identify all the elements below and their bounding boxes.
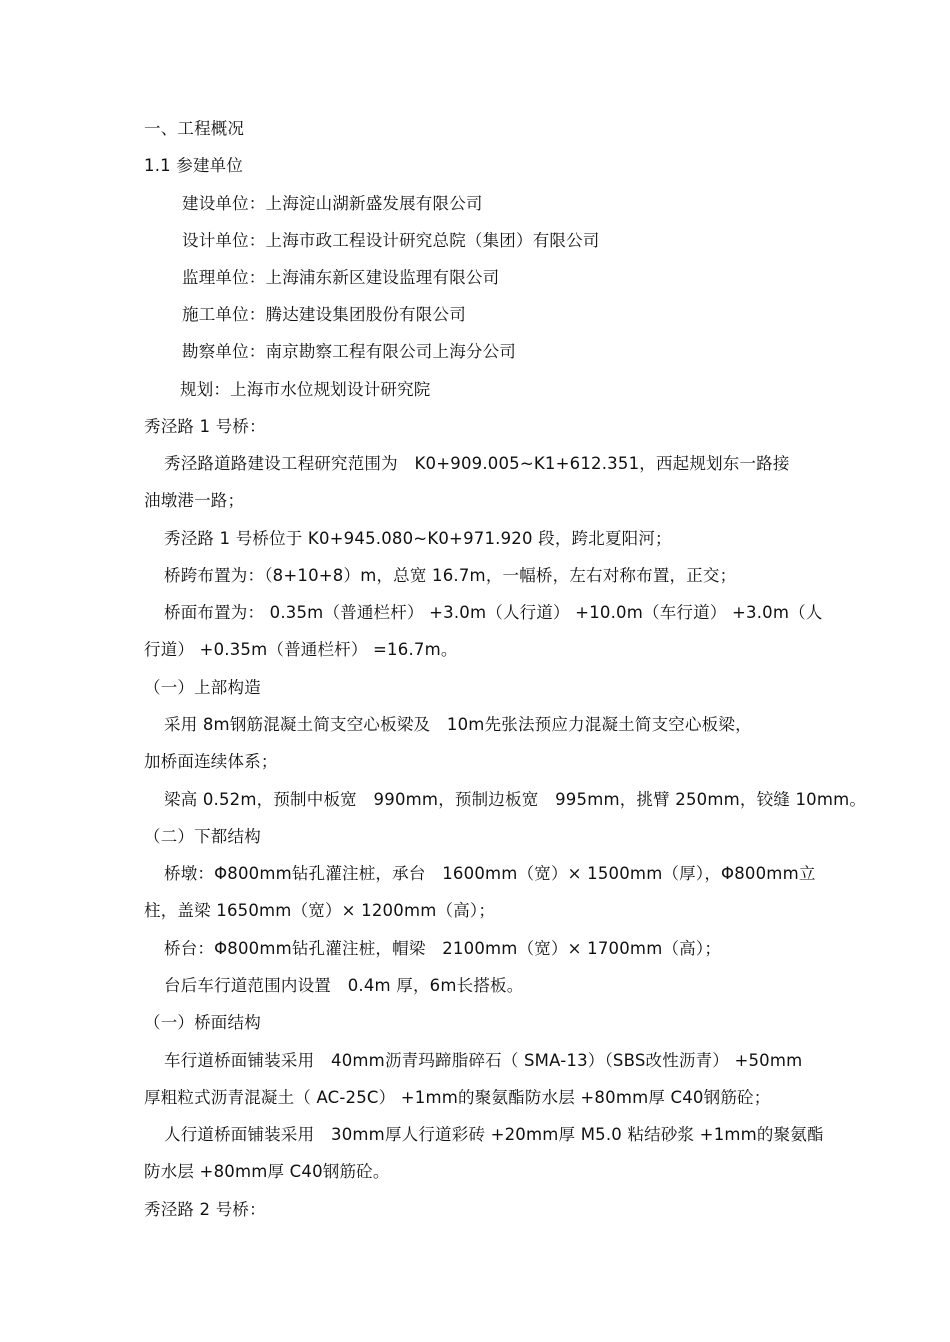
paragraph-line: 防水层 +80mm厚 C40钢筋砼。 — [144, 1162, 390, 1181]
subheading-deck-structure: （一）桥面结构 — [144, 1013, 261, 1032]
paragraph-line: 桥面布置为： 0.35m（普通栏杆） +3.0m（人行道） +10.0m（车行道） +3.0m（人 — [164, 603, 823, 622]
subheading-superstructure: （一）上部构造 — [144, 678, 261, 697]
paragraph-line: 桥台：Φ800mm钻孔灌注桩，帽梁 2100mm（宽）× 1700mm（高）； — [164, 939, 722, 958]
subsection-heading: 1.1 参建单位 — [144, 156, 244, 175]
bridge-1-heading: 秀泾路 1 号桥： — [144, 417, 266, 436]
bridge-2-heading: 秀泾路 2 号桥： — [144, 1200, 266, 1219]
party-planning: 规划：上海市水位规划设计研究院 — [180, 380, 431, 399]
paragraph-line: 秀泾路 1 号桥位于 K0+945.080~K0+971.920 段，跨北夏阳河； — [164, 529, 672, 548]
paragraph-line: 采用 8m钢筋混凝土简支空心板梁及 10m先张法预应力混凝土简支空心板梁， — [164, 715, 752, 734]
paragraph-line: 桥跨布置为：（8+10+8）m，总宽 16.7m，一幅桥，左右对称布置，正交； — [164, 566, 737, 585]
party-client: 建设单位：上海淀山湖新盛发展有限公司 — [182, 194, 483, 213]
section-heading: 一、工程概况 — [144, 119, 245, 138]
paragraph-line: 油墩港一路； — [144, 491, 245, 510]
paragraph-line: 台后车行道范围内设置 0.4m 厚，6m长搭板。 — [164, 976, 524, 995]
party-surveyor: 勘察单位：南京勘察工程有限公司上海分公司 — [182, 342, 516, 361]
paragraph-line: 秀泾路道路建设工程研究范围为 K0+909.005~K1+612.351，西起规划东一路接 — [164, 454, 790, 473]
party-supervisor: 监理单位：上海浦东新区建设监理有限公司 — [182, 268, 500, 287]
paragraph-line: 人行道桥面铺装采用 30mm厚人行道彩砖 +20mm厚 M5.0 粘结砂浆 +1mm的聚氨酯 — [164, 1125, 824, 1144]
paragraph-line: 加桥面连续体系； — [144, 752, 278, 771]
paragraph-line: 桥墩：Φ800mm钻孔灌注桩，承台 1600mm（宽）× 1500mm（厚），Φ800mm立 — [164, 864, 816, 883]
paragraph-line: 行道） +0.35m（普通栏杆） =16.7m。 — [144, 640, 458, 659]
paragraph-line: 厚粗粒式沥青混凝土（ AC-25C） +1mm的聚氨酯防水层 +80mm厚 C40钢筋砼； — [144, 1088, 771, 1107]
paragraph-line: 梁高 0.52m，预制中板宽 990mm，预制边板宽 995mm，挑臂 250mm，铰缝 10mm。 — [164, 790, 867, 809]
party-contractor: 施工单位：腾达建设集团股份有限公司 — [182, 305, 466, 324]
paragraph-line: 车行道桥面铺装采用 40mm沥青玛蹄脂碎石（ SMA-13）（SBS改性沥青） +50mm — [164, 1051, 803, 1070]
party-designer: 设计单位：上海市政工程设计研究总院（集团）有限公司 — [182, 231, 600, 250]
paragraph-line: 柱，盖梁 1650mm（宽）× 1200mm（高）； — [144, 901, 496, 920]
subheading-substructure: （二）下都结构 — [144, 827, 261, 846]
